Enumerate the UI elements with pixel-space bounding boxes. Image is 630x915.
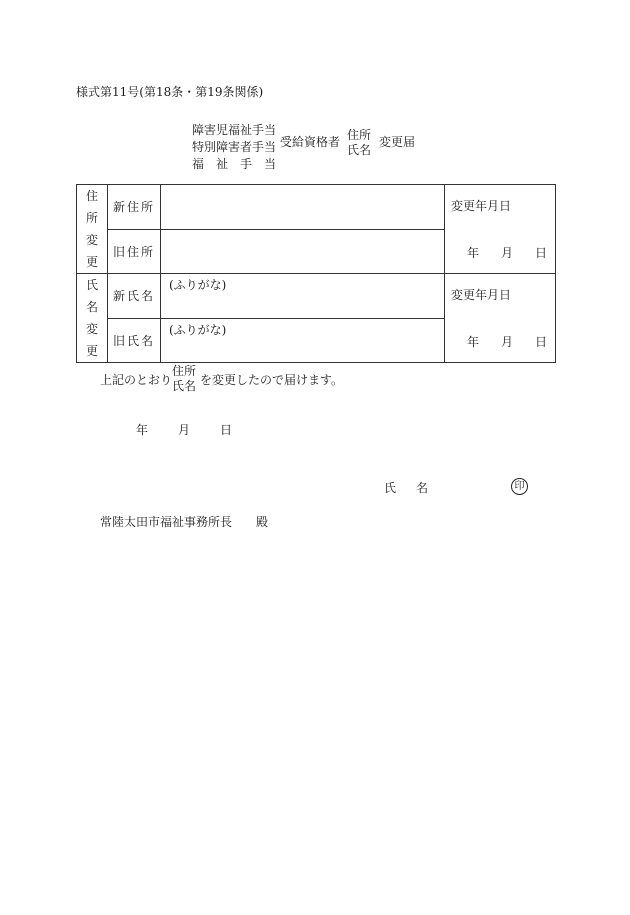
section-char: 名 (85, 300, 98, 314)
section-char: 更 (85, 344, 98, 358)
name-change-chars (77, 274, 107, 362)
statement-choice-name: 氏名 (172, 379, 197, 393)
submission-date-line[interactable] (136, 424, 232, 436)
old-name-furigana-label: (ふりがな) (169, 322, 227, 337)
new-name-field[interactable] (161, 274, 445, 319)
allowance-type-stack (192, 122, 276, 173)
old-name-label: 旧氏名 (108, 318, 161, 363)
old-address-label: 旧住所 (108, 229, 161, 274)
day-label: 日 (534, 246, 547, 260)
seal-icon: 印 (511, 478, 528, 495)
year-label: 年 (467, 335, 480, 349)
name-change-date-ymd (467, 333, 547, 350)
statement-suffix: を変更したので届けます。 (200, 373, 344, 387)
new-address-label: 新住所 (108, 185, 161, 230)
month-label: 月 (500, 335, 513, 349)
address-change-section-label (77, 185, 108, 274)
title-choice-address: 住所 (347, 128, 372, 142)
new-address-field[interactable] (161, 185, 445, 230)
allowance-type-1: 障害児福祉手当 (192, 123, 277, 137)
section-char: 住 (85, 189, 98, 203)
name-change-date-cell[interactable] (445, 274, 556, 363)
addressee-name: 常陸太田市福祉事務所長 (100, 515, 233, 529)
allowance-type-3: 福 祉 手 当 (192, 157, 277, 171)
applicant-name-label: 氏名 (384, 481, 449, 495)
section-char: 更 (85, 255, 98, 269)
name-change-section-label (77, 274, 108, 363)
section-char: 氏 (85, 278, 98, 292)
change-form-table (76, 184, 556, 363)
address-change-date-cell[interactable] (445, 185, 556, 274)
name-change-date-label: 変更年月日 (451, 288, 512, 302)
submission-month-label: 月 (178, 423, 191, 437)
address-change-date-ymd (467, 244, 547, 261)
form-number-label: 様式第11号(第18条・第19条関係) (76, 85, 264, 99)
title-qualifier: 受給資格者 (280, 135, 341, 149)
address-change-chars (77, 185, 107, 273)
address-change-date-label: 変更年月日 (451, 199, 512, 213)
addressee-line (100, 516, 268, 528)
submission-year-label: 年 (136, 423, 149, 437)
title-choice-stack (347, 128, 371, 158)
section-char: 変 (85, 322, 98, 336)
addressee-honorific: 殿 (256, 515, 269, 529)
old-address-field[interactable] (161, 229, 445, 274)
old-name-field[interactable] (161, 318, 445, 363)
statement-choice-address: 住所 (172, 364, 197, 378)
submission-day-label: 日 (220, 423, 233, 437)
section-char: 所 (85, 211, 98, 225)
new-name-label: 新氏名 (108, 274, 161, 319)
allowance-type-2: 特別障害者手当 (192, 140, 277, 154)
title-choice-name: 氏名 (347, 143, 372, 157)
title-suffix: 変更届 (379, 135, 416, 149)
day-label: 日 (534, 335, 547, 349)
new-name-furigana-label: (ふりがな) (169, 278, 227, 292)
month-label: 月 (500, 246, 513, 260)
section-char: 変 (85, 233, 98, 247)
statement-prefix: 上記のとおり (100, 373, 173, 387)
statement-choice-stack (172, 364, 196, 394)
year-label: 年 (467, 246, 480, 260)
